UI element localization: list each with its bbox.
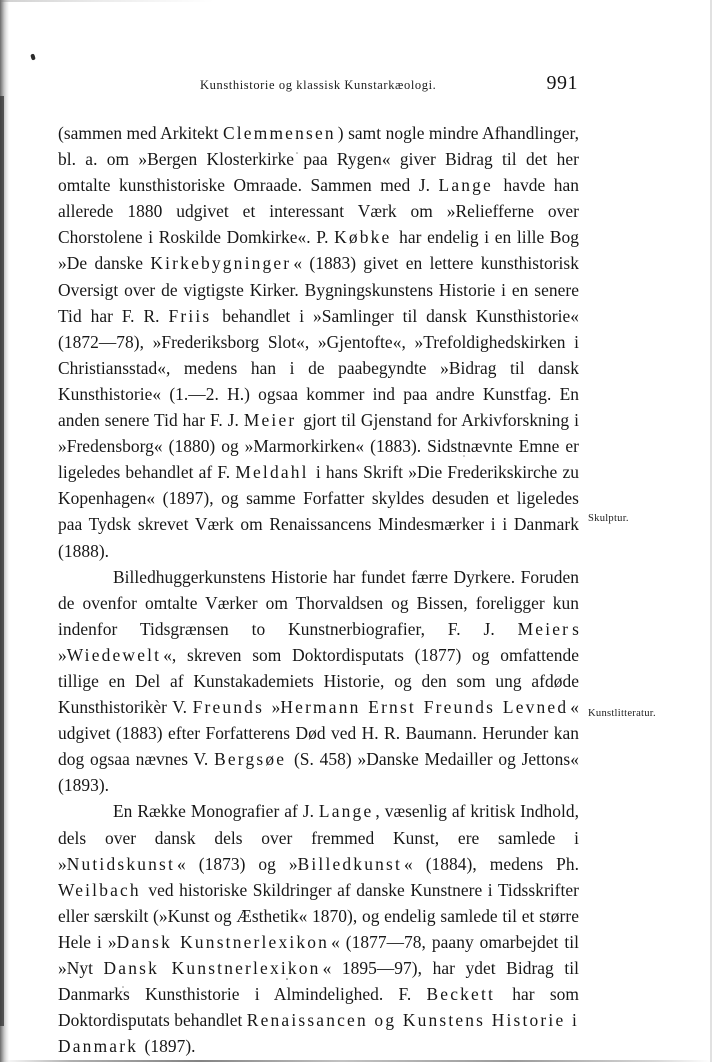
- body-paragraph: En Række Monografier af J. Lange , væsenlig af kritisk Indhold, dels over dansk dels over fremmed Kunst, ere samlede i »Nutidskunst « (1873) og »Billedkunst « (1884), medens Ph. Weilbach ved historiske Skildringer af danske Kunstnere i Tidsskrifter eller særskilt (»Kunst og Æsthetik« 1870), og endelig samlede til et større Hele i »Dansk Kunstnerlexikon « (1877—78, paany omarbejdet til »Nyt Dansk Kunstnerlexikon « 1895—97), har ydet Bidrag til Danmarks Kunsthistorie i Almindelighed. F. Beckett har som Doktordisputats behandlet Renaissancen og Kunstens Historie i Danmark (1897).: [58, 801, 580, 1057]
- page-number: 991: [546, 72, 578, 94]
- running-head-title: Kunsthistorie og klassisk Kunstarkæologi.: [200, 78, 437, 92]
- scan-speck: [30, 54, 36, 61]
- body-paragraph: (sammen med Arkitekt Clemmensen ) samt nogle mindre Afhandlinger, bl. a. om »Bergen Klosterkirke paa Rygen« giver Bidrag til det her omtalte kunsthistoriske Omraade. Sammen med J. Lange havde han allerede 1880 udgivet et interessant Værk om »Reliefferne over Chorstolene i Roskilde Domkirke«. P. Købke har endelig i en lille Bog »De danske Kirkebygninger « (1883) givet en lettere kunsthistorisk Oversigt over de vigtigste Kirker. Bygningskunstens Historie i en senere Tid har F. R. Friis behandlet i »Samlinger til dansk Kunsthistorie« (1872—78), »Frederiksborg Slot«, »Gjentofte«, »Trefoldighedskirken i Christiansstad«, medens han i de paabegyndte »Bidrag til dansk Kunsthistorie« (1.—2. H.) ogsaa kommer ind paa andre Kunstfag. En anden senere Tid har F. J. Meier gjort til Gjenstand for Arkivforskning i »Fredensborg« (1880) og »Marmorkirken« (1883). Sidstnævnte Emne er ligeledes behandlet af F. Meldahl i hans Skrift »Die Frederikskirche zu Kopenhagen« (1897), og samme Forfatter skyldes desuden et ligeledes paa Tydsk skrevet Værk om Renaissancens Mindesmærker i i Danmark (1888).: [58, 123, 580, 561]
- running-head: [58, 72, 578, 100]
- margin-note-kunstlitteratur: Kunstlitteratur.: [588, 708, 656, 719]
- scan-top-edge: [0, 0, 712, 2]
- body-paragraph: Billedhuggerkunstens Historie har fundet færre Dyrkere. Foruden de ovenfor omtalte Værker om Thorvaldsen og Bissen, foreligger kun indenfor Tidsgrænsen to Kunstnerbiografier, F. J. Meier s »Wiedewelt «, skreven som Doktordisputats (1877) og omfattende tillige en Del af Kunstakademiets Historie, og den som ung afdøde Kunsthistorikèr V. Freunds »Hermann Ernst Freunds Levned « udgivet (1883) efter Forfatterens Død ved H. R. Baumann. Herunder kan dog ogsaa nævnes V. Bergsøe (S. 458) »Danske Medailler og Jettons« (1893).: [58, 566, 579, 796]
- scan-gutter-edge: [0, 96, 4, 1026]
- text-column: [58, 120, 579, 1059]
- margin-note-skulptur: Skulptur.: [588, 513, 629, 524]
